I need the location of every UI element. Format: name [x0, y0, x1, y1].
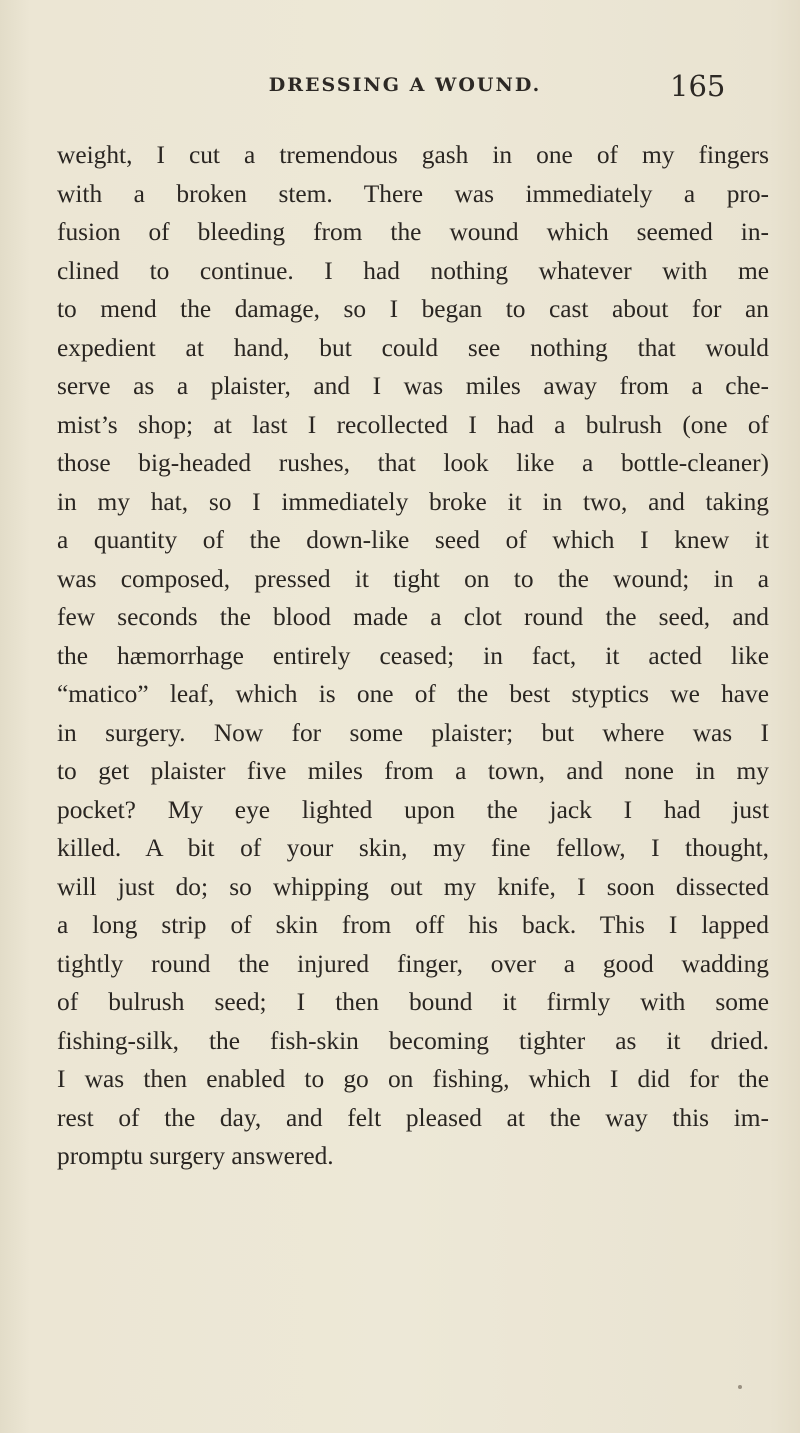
- text-line: rest of the day, and felt pleased at the way this im-: [57, 1103, 769, 1132]
- text-line: promptu surgery answered.: [57, 1142, 334, 1170]
- text-line: a quantity of the down-like seed of which I knew it: [57, 526, 769, 554]
- text-line: of bulrush seed; I then bound it firmly with some: [57, 988, 769, 1016]
- text-line: “matico” leaf, which is one of the best styptics we have: [57, 680, 769, 708]
- text-line: I was then enabled to go on fishing, which I did for the: [57, 1065, 769, 1093]
- text-line: mist’s shop; at last I recollected I had a bulrush (one of: [57, 410, 769, 439]
- text-line: was composed, pressed it tight on to the wound; in a: [57, 564, 769, 593]
- text-line: killed. A bit of your skin, my fine fellow, I thought,: [57, 834, 769, 862]
- text-line: fusion of bleeding from the wound which seemed in-: [57, 218, 769, 246]
- text-line: few seconds the blood made a clot round the seed, and: [57, 603, 769, 631]
- text-line: with a broken stem. There was immediately a pro-: [57, 179, 769, 208]
- running-head: DRESSING A WOUND.: [268, 74, 542, 96]
- page-number: 165: [670, 69, 726, 103]
- text-line: clined to continue. I had nothing whatever with me: [57, 256, 769, 285]
- text-line: the hæmorrhage entirely ceased; in fact, it acted like: [57, 641, 769, 670]
- text-line: those big-headed rushes, that look like a bottle-cleaner): [57, 449, 769, 477]
- text-line: will just do; so whipping out my knife, I soon dissected: [57, 872, 769, 901]
- text-line: in my hat, so I immediately broke it in two, and taking: [57, 487, 769, 516]
- text-line: pocket? My eye lighted upon the jack I had just: [57, 795, 769, 824]
- body-text: [57, 136, 769, 1176]
- print-speck: [738, 1385, 742, 1389]
- text-line: to mend the damage, so I began to cast about for an: [57, 295, 769, 323]
- text-line: to get plaister five miles from a town, and none in my: [57, 757, 769, 785]
- text-line: expedient at hand, but could see nothing that would: [57, 333, 769, 362]
- page-header: [0, 69, 800, 114]
- text-line: fishing-silk, the fish-skin becoming tighter as it dried.: [57, 1026, 769, 1055]
- text-line: a long strip of skin from off his back. This I lapped: [57, 911, 769, 939]
- text-line: weight, I cut a tremendous gash in one of my fingers: [57, 141, 769, 169]
- text-line: tightly round the injured finger, over a good wadding: [57, 949, 769, 978]
- text-line: in surgery. Now for some plaister; but where was I: [57, 718, 769, 747]
- text-line: serve as a plaister, and I was miles away from a che-: [57, 372, 769, 400]
